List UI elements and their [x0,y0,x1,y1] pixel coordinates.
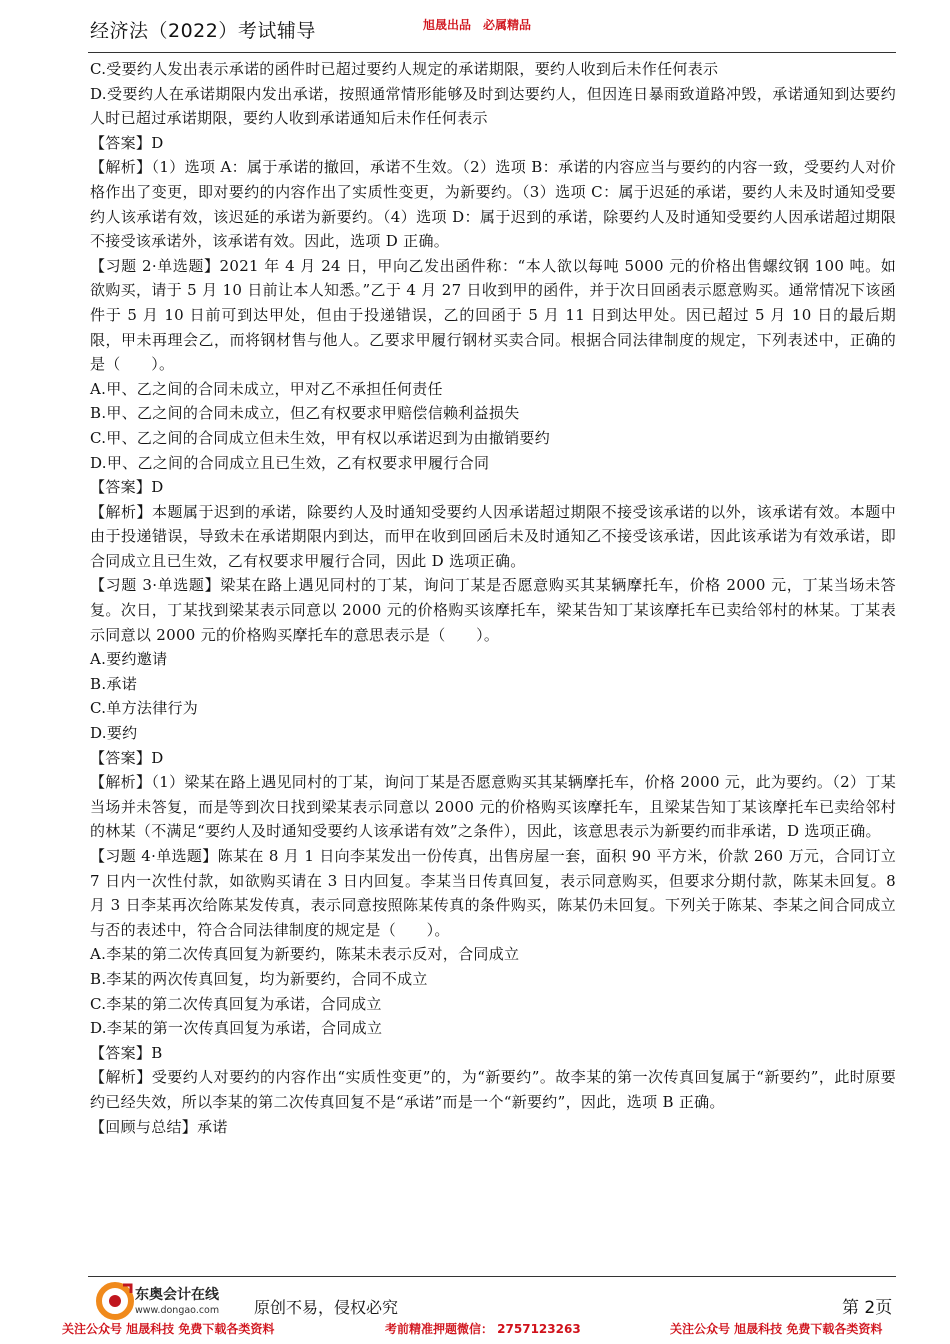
answer-line: 【答案】D [90,478,164,497]
review-summary: 【回顾与总结】承诺 [90,1117,228,1136]
analysis-paragraph: 【解析】（1）选项 A：属于承诺的撤回，承诺不生效。（2）选项 B：承诺的内容应当与要约的内容一致，受要约人对价格作出了变更，即对要约的内容作出了实质性变更，为新要约。（3）选项 C：属于迟延的承诺，要约人未及时通知受要约人该承诺有效，该迟延的承诺为新要约。（4）选项 D：属于迟到的承诺，除要约人及时通知受要约人因承诺超过期限不接受该承诺外，该承诺有效。因此，选项 D 正确。 [90,158,896,251]
dongao-logo-icon [95,1281,135,1321]
option-b: B.李某的两次传真回复，均为新要约，合同不成立 [90,969,428,988]
logo-url: www.dongao.com [135,1305,220,1316]
paragraph: D.受要约人在承诺期限内发出承诺，按照通常情形能够及时到达要约人，但因连日暴雨致道路冲毁，承诺通知到达要约人时已超过承诺期限，要约人收到承诺通知后未作任何表示 [90,84,896,128]
option-a: A.甲、乙之间的合同未成立，甲对乙不承担任何责任 [90,379,443,398]
banner-center-text: 考前精准押题微信： 2757123263 [385,1322,581,1336]
option-a: A.李某的第二次传真回复为新要约，陈某未表示反对，合同成立 [90,945,520,964]
option-b: B.甲、乙之间的合同未成立，但乙有权要求甲赔偿信赖利益损失 [90,404,520,423]
question-stem: 【习题 2·单选题】2021 年 4 月 24 日，甲向乙发出函件称：“本人欲以每吨 5000 元的价格出售螺纹钢 100 吨。如欲购买，请于 5 月 10 日前让本人知悉。”乙于 4 月 27 日收到甲的函件，并于次日回函表示愿意购买。通常情况下该函件于 5 月 10 日前可到达甲处，但由于投递错误，乙的回函于 5 月 11 日到达甲处。因已超过 5 月 10 日的最后期限，甲未再理会乙，而将钢材售与他人。乙要求甲履行钢材买卖合同。根据合同法律制度的规定，下列表述中，正确的是（ ）。 [90,256,896,374]
option-d: D.要约 [90,724,138,743]
answer-line: 【答案】D [90,133,164,152]
header-divider [88,52,896,53]
header-stamp: 旭晟出品 必属精品 [423,18,532,32]
page-number: 第 2页 [842,1298,893,1318]
page-header-title: 经济法（2022）考试辅导 [90,20,316,42]
question-stem: 【习题 3·单选题】梁某在路上遇见同村的丁某，询问丁某是否愿意购买其某辆摩托车，价格 2000 元，丁某当场未答复。次日，丁某找到梁某表示同意以 2000 元的价格购买该摩托车，梁某告知丁某该摩托车已卖给邻村的林某。丁某表示同意以 2000 元的价格购买摩托车的意思表示是（ ）。 [90,576,896,644]
footer-divider [88,1276,896,1277]
option-b: B.承诺 [90,674,137,693]
answer-line: 【答案】B [90,1043,163,1062]
paragraph: C.受要约人发出表示承诺的函件时已超过要约人规定的承诺期限，要约人收到后未作任何表示 [90,60,719,78]
footer-logo [95,1281,235,1321]
analysis-paragraph: 【解析】（1）梁某在路上遇见同村的丁某，询问丁某是否愿意购买其某辆摩托车，价格 2000 元，此为要约。（2）丁某当场并未答复，而是等到次日找到梁某表示同意以 2000 元的价格购买该摩托车，且梁某告知丁某该摩托车已卖给邻村的林某（不满足“要约人及时通知受要约人该承诺有效”之条件），因此，该意思表示为新要约而非承诺，D 选项正确。 [90,773,896,841]
option-c: C.甲、乙之间的合同成立但未生效，甲有权以承诺迟到为由撤销要约 [90,428,551,447]
option-c: C.单方法律行为 [90,699,199,718]
option-c: C.李某的第二次传真回复为承诺，合同成立 [90,994,382,1013]
logo-name: 东奥会计在线 [135,1287,219,1303]
bottom-banner [0,1318,950,1338]
footer-slogan: 原创不易，侵权必究 [254,1298,399,1317]
option-d: D.甲、乙之间的合同成立且已生效，乙有权要求甲履行合同 [90,453,490,472]
answer-line: 【答案】D [90,748,164,767]
option-d: D.李某的第一次传真回复为承诺，合同成立 [90,1019,383,1038]
question-stem: 【习题 4·单选题】陈某在 8 月 1 日向李某发出一份传真，出售房屋一套，面积 90 平方米，价款 260 万元，合同订立 7 日内一次性付款，如欲购买请在 3 日内回复。李某当日传真回复，表示同意购买，但要求分期付款，陈某未回复。8 月 3 日李某再次给陈某发传真，表示同意按照陈某传真的条件购买，陈某仍未回复。下列关于陈某、李某之间合同成立与否的表述中，符合合同法律制度的规定是（ ）。 [90,847,896,939]
analysis-paragraph: 【解析】本题属于迟到的承诺，除要约人及时通知受要约人因承诺超过期限不接受该承诺的以外，该承诺有效。本题中由于投递错误，导致未在承诺期限内到达，而甲在收到回函后未及时通知乙不接受该承诺，因此该承诺为有效承诺，即合同成立且已生效，乙有权要求甲履行合同，因此 D 选项正确。 [90,502,896,570]
banner-left-text: 关注公众号 旭晟科技 免费下载各类资料 [62,1322,275,1336]
option-a: A.要约邀请 [90,650,168,669]
banner-right-text: 关注公众号 旭晟科技 免费下载各类资料 [670,1322,883,1336]
analysis-paragraph: 【解析】受要约人对要约的内容作出“实质性变更”的，为“新要约”。故李某的第一次传真回复属于“新要约”，此时原要约已经失效，所以李某的第二次传真回复不是“承诺”而是一个“新要约”，因此，选项 B 正确。 [90,1068,896,1111]
document-body [90,57,896,1139]
